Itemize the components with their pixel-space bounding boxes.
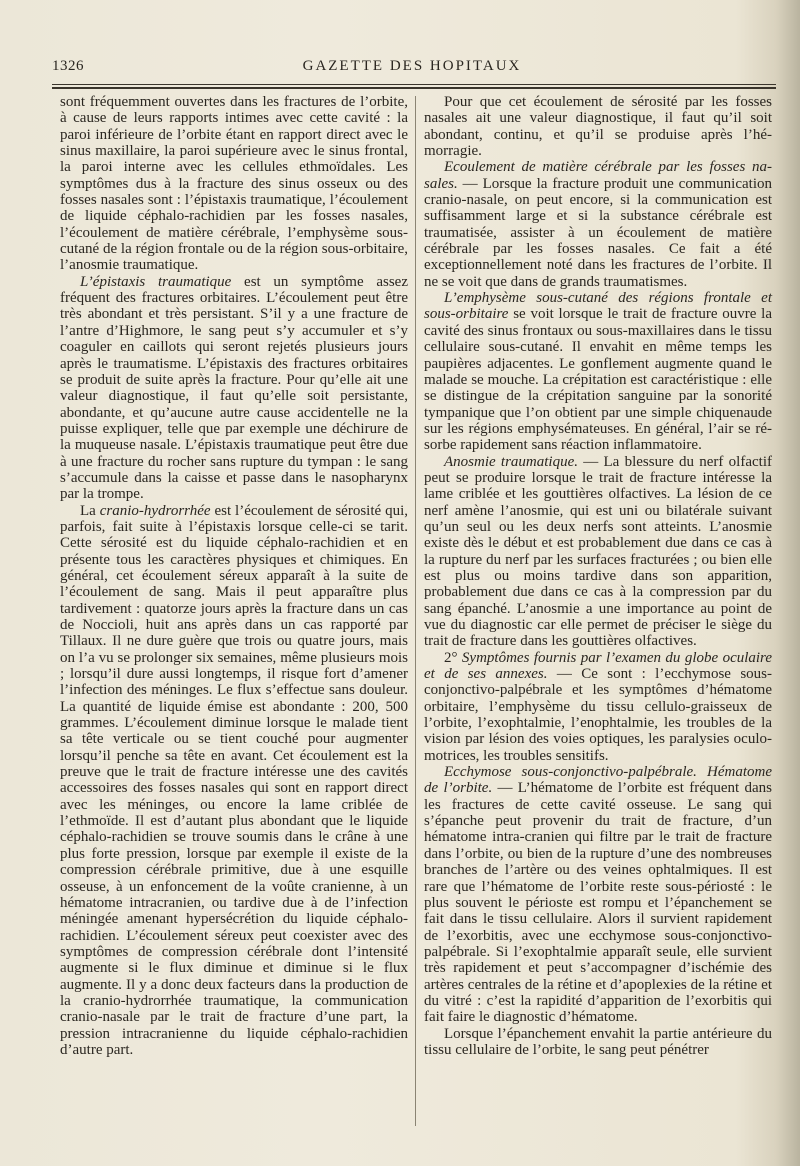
- paragraph: [60, 94, 408, 274]
- paragraph-text: Lorsque l’épanchement envahit la partie antérieure du tissu cellulaire de l’orbite, le sang peut pénétrer: [424, 1025, 772, 1058]
- paragraph: [424, 454, 772, 650]
- paragraph-heading: Symptômes fournis par l’examen du globe oculaire et de ses annexes.: [424, 649, 772, 683]
- header-rule-thin: [52, 84, 776, 85]
- paragraph-text: sont fréquemment ouvertes dans les fractures de l’orbite, à cause de leurs rapports intimes avec cette cavité : la paroi inférieure de l’orbite étant en rapport direct avec le sinus maxillaire, la paroi supérieure avec le sinus frontal, la paroi interne avec les cellules ethmoïdales. Les symptômes dus à la fracture des sinus osseux ou des fosses nasales sont : l’épistaxis traumatique, l’écoulement de liquide céphalo-rachidien par les fosses nasales, l’écoulement de matière cérébrale, l’emphysème sous-cutané de la région frontale ou de la région sous-orbitaire, l’anosmie traumatique.: [60, 94, 408, 274]
- paragraph-text: est un symptôme assez fréquent des fractures orbitaires. L’écoulement peut être très abondant et très persistant. S’il y a une fracture de l’antre d’Highmore, le sang peut s’y accumuler et s’y coaguler en caillots qui seront rejetés plusieurs jours après le traumatisme. L’épistaxis des fractures orbitaires se produit de suite après la fracture. Pour qu’elle ait une valeur diagnostique, il faut qu’elle soit persistante, abondante, et qu’aucune autre cause accidentelle ne la puisse expliquer, telle que par exemple une déchirure de la muqueuse nasale. L’épistaxis traumatique peut être due à une fracture du rocher sans rupture du tympan : le sang s’accumule dans la caisse et passe dans le nasopharynx par la trompe.: [60, 273, 408, 503]
- left-column: [60, 94, 408, 1058]
- paragraph: [424, 1026, 772, 1059]
- paragraph: [60, 503, 408, 1059]
- paragraph-text: — L’hématome de l’orbite est fréquent dans les fractures de cette cavité osseuse. Le sang qui s’épanche peut provenir du trait de fracture, d’un hématome intra-cranien qui filtre par le trait de fracture dans l’orbite, ou bien de la rupture d’une des nombreuses branches de l’artère ou des veines ophtalmiques. Il est rare que l’hématome de l’orbite reste sous-périosté : le plus souvent le périoste est rompu et l’épanchement se fait dans le tissu cellulaire. Alors il survient rapidement de l’exorbitis, avec une ecchymose sous-conjonctivo-palpébrale. Si l’exophtalmie apparaît seule, elle survient très rapidement et peut s’accompagner d’ischémie des artères centrales de la rétine et d’apoplexies de la rétine et du vitré : c’est la rapidité d’apparition de l’exorbitis qui fait faire le diagnostic d’hématome.: [424, 780, 772, 1026]
- paragraph-heading: L’épistaxis traumatique: [80, 273, 232, 290]
- page-header: [52, 58, 772, 78]
- paragraph-text: — Ce sont : l’ecchymose sous-conjonctivo-palpébrale et les symptômes d’hématome orbitaire, l’emphysème du tissu cellulo-graisseux de l’orbite, l’exophtalmie, l’enophtalmie, les troubles de la vision par lésion des voies optiques, les paralysies oculo-motrices, les troubles sensitifs.: [424, 666, 772, 764]
- paragraph-text: se voit lorsque le trait de fracture ouvre la cavité des sinus frontaux ou sous-maxillaires dans le tissu cellulaire sous-cutané. Il envahit en même temps les paupières adjacentes. Le gonflement augmente quand le malade se mouche. La crépitation est caractéristique : elle se distingue de la crépitation sanguine par la sonorité tympanique que l’on obtient par une simple chiquenaude sur les régions emphysémateuses. En général, l’air se résorbe rapidement sans réaction inflammatoire.: [424, 306, 772, 454]
- paragraph: [424, 650, 772, 764]
- paragraph: [424, 764, 772, 1026]
- paragraph-text: est l’écoulement de sérosité qui, parfois, fait suite à l’épistaxis lorsque celle-ci se tarit. Cette sérosité est du liquide céphalo-rachidien et en présente tous les caractères physiques et chimiques. En général, cet écoulement séreux apparaît à la suite de l’écoulement de sang. Mais il peut apparaître plus tardivement : quatorze jours après la fracture dans un cas de Noccioli, huit ans après dans un cas rapporté par Tillaux. Il ne dure guère que trois ou quatre jours, mais on l’a vu se prolonger six semaines, même plusieurs mois ; lorsqu’il dure aussi longtemps, il risque fort d’amener l’infection des méninges. Le flux s’effectue sans douleur. La quantité de liquide émise est abondante : 200, 500 grammes. L’écoulement diminue lorsque le malade tient sa tête verticale ou se tient couché pour augmenter lorsqu’il penche sa tête en avant. Cet écoulement est la preuve que le trait de fracture intéresse une des cavités accessoires des fosses nasales qui sont en rapport direct avec les méninges, ou encore la lame criblée de l’ethmoïde. Il est d’autant plus abondant que le liquide céphalo-rachidien se trouve soumis dans le crâne à une plus forte pression, lorsque par exemple il existe de la compression cérébrale primitive, due à une esquille osseuse, à un enfoncement de la voûte cranienne, à un hématome intracranien, ou tardive due à de l’infection méningée amenant hypersécrétion du liquide céphalo-rachidien. L’écoulement séreux peut coexister avec des symptômes de compression cérébrale dont l’intensité augmente si le flux diminue et diminue si le flux augmente. Il y a donc deux facteurs dans la production de la cranio-hydrorrhée traumatique, la communication cranio-nasale par le trait de fracture d’une part, la pression intracranienne du liquide céphalo-rachidien d’autre part.: [60, 502, 408, 1058]
- paragraph: [424, 290, 772, 453]
- paragraph: [60, 274, 408, 503]
- paragraph-prefix: 2°: [444, 649, 462, 666]
- paragraph-prefix: La: [80, 502, 100, 519]
- paragraph-text: Pour que cet écoulement de sérosité par les fosses nasales ait une valeur diagnostique, il faut qu’il soit abondant, continu, et qu’il se produise après l’hémorragie.: [424, 94, 772, 160]
- running-title: GAZETTE DES HOPITAUX: [302, 58, 522, 74]
- paragraph-heading: cranio-hydrorrhée: [99, 502, 211, 519]
- paragraph-text: — Lorsque la fracture produit une communication cranio-nasale, on peut encore, si la communication est suffisamment large et si la substance cérébrale est traumatisée, assister à un écoulement de matière cérébrale par les fosses nasales. Ce fait a été exceptionnellement noté dans les fractures de l’orbite. Il ne se voit que dans de grands traumatismes.: [424, 175, 772, 290]
- page-number: 1326: [52, 58, 84, 74]
- paragraph-heading: Ecchymose sous-conjonctivo-palpébrale. Hématome de l’orbite.: [424, 764, 772, 797]
- header-rule-thick: [52, 87, 776, 89]
- paragraph-heading: Anosmie traumatique.: [444, 453, 578, 470]
- paragraph-heading: L’emphysème sous-cutané des régions frontale et sous-orbitaire: [424, 290, 772, 323]
- paragraph: [424, 94, 772, 159]
- paragraph: [424, 159, 772, 290]
- right-column: [424, 94, 772, 1058]
- paragraph-text: — La blessure du nerf olfactif peut se produire lorsque le trait de fracture intéresse la lame criblée et les gouttières olfactives. La lésion de ce nerf amène l’anosmie, qui est uni ou bilatérale suivant qu’un seul ou les deux nerfs sont atteints. L’anosmie existe dès le début et est probablement due dans ce cas à la rupture du nerf par les surfaces fracturées ; ou bien elle est plus ou moins tardive dans son apparition, probablement due dans ce cas à la compression par du sang épanché. L’anosmie a une importance au point de vue du diagnostic car elle permet de préciser le siège du trait de fracture dans les gouttières olfactives.: [424, 453, 772, 650]
- paragraph-heading: Ecoulement de matière cérébrale par les fosses nasales.: [424, 159, 772, 192]
- column-divider: [415, 96, 416, 1126]
